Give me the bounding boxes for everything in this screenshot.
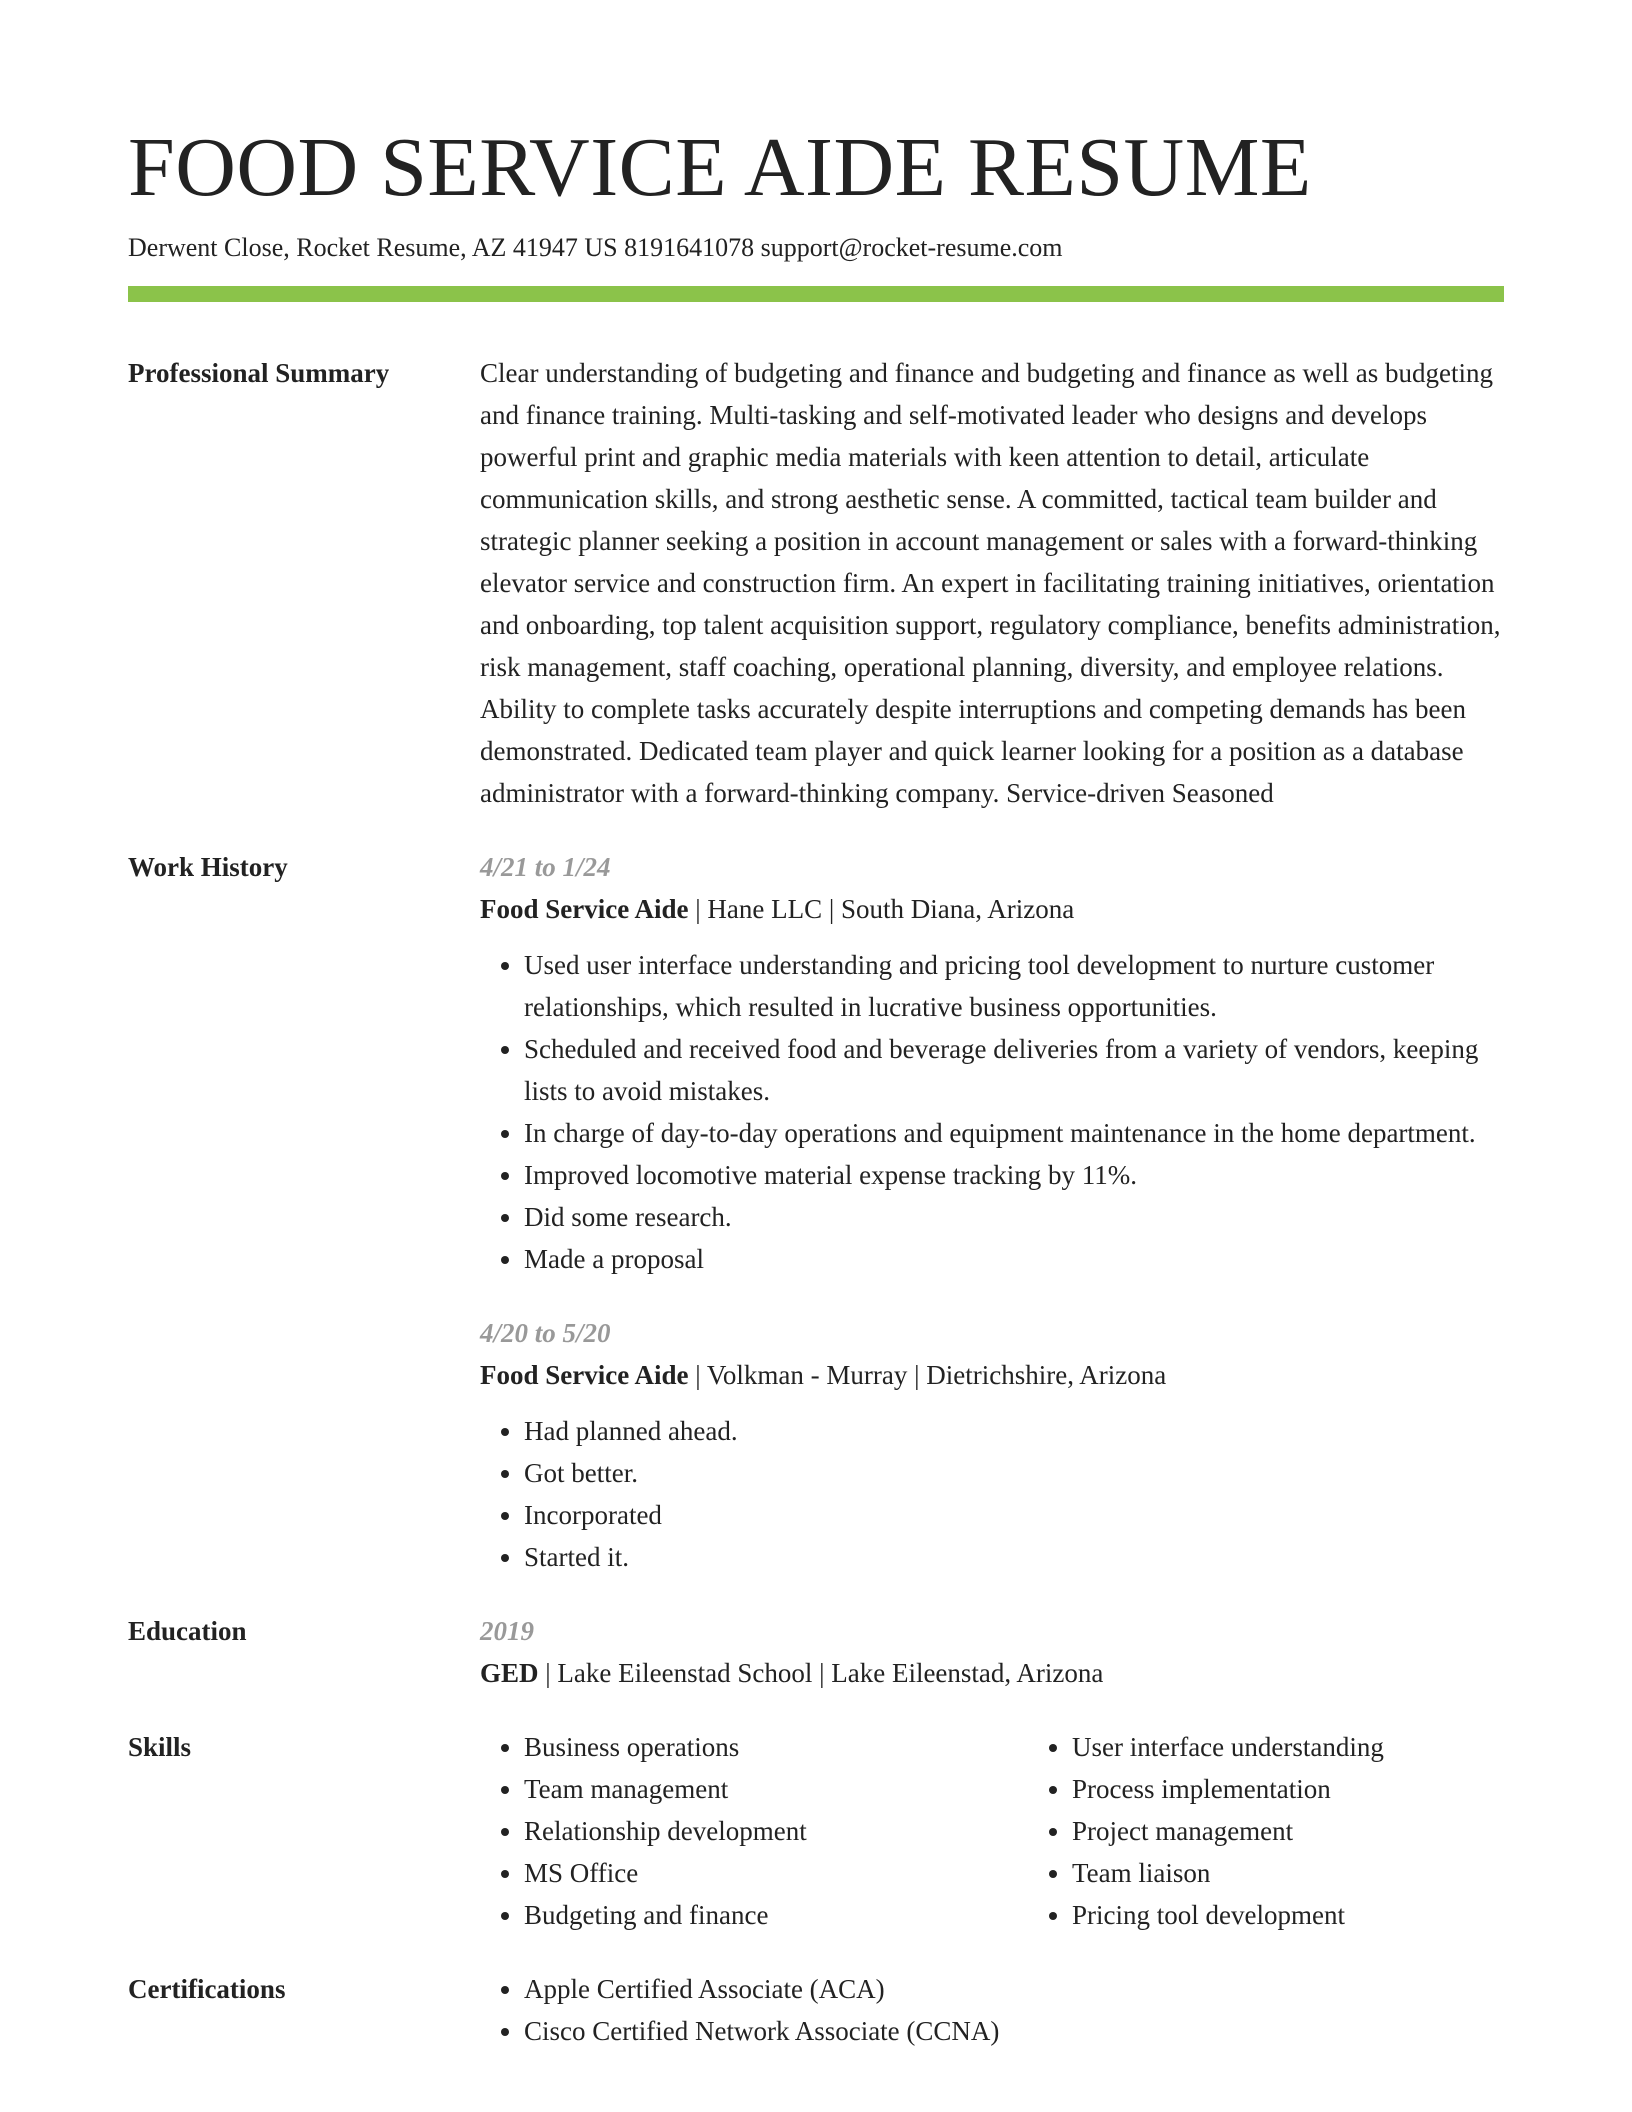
- education-details: | Lake Eileenstad School | Lake Eileenstad, Arizona: [538, 1658, 1104, 1688]
- skill-item: • Team management: [524, 1768, 1028, 1810]
- job-role: Food Service Aide: [480, 894, 689, 924]
- job-title-line: [480, 1354, 1504, 1396]
- job-bullet: • Used user interface understanding and pricing tool development to nurture customer relationships, which resulted in lucrative business opportunities.: [524, 944, 1504, 1028]
- job-bullet: • Did some research.: [524, 1196, 1504, 1238]
- section-label-skills: Skills: [128, 1732, 192, 1762]
- job-bullet: • Started it.: [524, 1536, 1504, 1578]
- section-label-education: Education: [128, 1616, 247, 1646]
- skill-item: • Project management: [1072, 1810, 1576, 1852]
- job-bullet: • Got better.: [524, 1452, 1504, 1494]
- skills-section: [128, 1726, 1504, 1936]
- skill-item: • Pricing tool development: [1072, 1894, 1576, 1936]
- skill-item: • User interface understanding: [1072, 1726, 1576, 1768]
- certification-item: • Apple Certified Associate (ACA): [524, 1968, 1504, 2010]
- section-label-certifications: Certifications: [128, 1974, 286, 2004]
- skills-list-left: [480, 1726, 1028, 1936]
- contact-line: Derwent Close, Rocket Resume, AZ 41947 US 8191641078 support@rocket-resume.com: [128, 233, 1063, 262]
- job-bullet: • Scheduled and received food and beverage deliveries from a variety of vendors, keeping lists to avoid mistakes.: [524, 1028, 1504, 1112]
- work-history-body: [480, 846, 1504, 1578]
- job-entry: [480, 846, 1504, 1280]
- job-title-line: [480, 888, 1504, 930]
- skill-item: • Relationship development: [524, 1810, 1028, 1852]
- summary-section: [128, 352, 1504, 814]
- summary-text: Clear understanding of budgeting and finance and budgeting and finance as well as budgeting and finance training. Multi-tasking and self-motivated leader who designs and develops powerful print and graphic media materials with keen attention to detail, articulate communication skills, and strong aesthetic sense. A committed, tactical team builder and strategic planner seeking a position in account management or sales with a forward-thinking elevator service and construction firm. An expert in facilitating training initiatives, orientation and onboarding, top talent acquisition support, regulatory compliance, benefits administration, risk management, staff coaching, operational planning, diversity, and employee relations. Ability to complete tasks accurately despite interruptions and competing demands has been demonstrated. Dedicated team player and quick learner looking for a position as a database administrator with a forward-thinking company. Service-driven Seasoned: [480, 358, 1501, 808]
- job-role: Food Service Aide: [480, 1360, 689, 1390]
- skills-list-right: [1028, 1726, 1576, 1936]
- job-details: | Hane LLC | South Diana, Arizona: [688, 894, 1075, 924]
- job-dates: 4/21 to 1/24: [480, 852, 611, 882]
- job-details: | Volkman - Murray | Dietrichshire, Arizona: [688, 1360, 1167, 1390]
- resume-title: FOOD SERVICE AIDE RESUME: [128, 121, 1312, 214]
- skill-item: • MS Office: [524, 1852, 1028, 1894]
- skill-item: • Team liaison: [1072, 1852, 1576, 1894]
- certifications-section: [128, 1968, 1504, 2052]
- job-bullet: • In charge of day-to-day operations and equipment maintenance in the home department.: [524, 1112, 1504, 1154]
- education-degree: GED: [480, 1658, 539, 1688]
- certifications-list: [480, 1968, 1504, 2052]
- skills-body: [480, 1726, 1576, 1936]
- certification-item: • Cisco Certified Network Associate (CCNA): [524, 2010, 1504, 2052]
- skill-item: • Process implementation: [1072, 1768, 1576, 1810]
- education-section: [128, 1610, 1504, 1694]
- job-bullet: • Had planned ahead.: [524, 1410, 1504, 1452]
- job-dates: 4/20 to 5/20: [480, 1318, 611, 1348]
- work-history-section: [128, 846, 1504, 1578]
- job-bullet: • Incorporated: [524, 1494, 1504, 1536]
- accent-divider: [128, 286, 1504, 302]
- education-line: [480, 1652, 1504, 1694]
- section-label-work: Work History: [128, 852, 288, 882]
- job-bullets: [480, 944, 1504, 1280]
- job-entry: [480, 1312, 1504, 1578]
- job-bullet: • Made a proposal: [524, 1238, 1504, 1280]
- job-bullets: [480, 1410, 1504, 1578]
- skill-item: • Business operations: [524, 1726, 1028, 1768]
- education-year: 2019: [480, 1616, 534, 1646]
- section-label-summary: Professional Summary: [128, 358, 390, 388]
- certifications-body: [480, 1968, 1504, 2052]
- job-bullet: • Improved locomotive material expense tracking by 11%.: [524, 1154, 1504, 1196]
- skill-item: • Budgeting and finance: [524, 1894, 1028, 1936]
- education-body: [480, 1610, 1504, 1694]
